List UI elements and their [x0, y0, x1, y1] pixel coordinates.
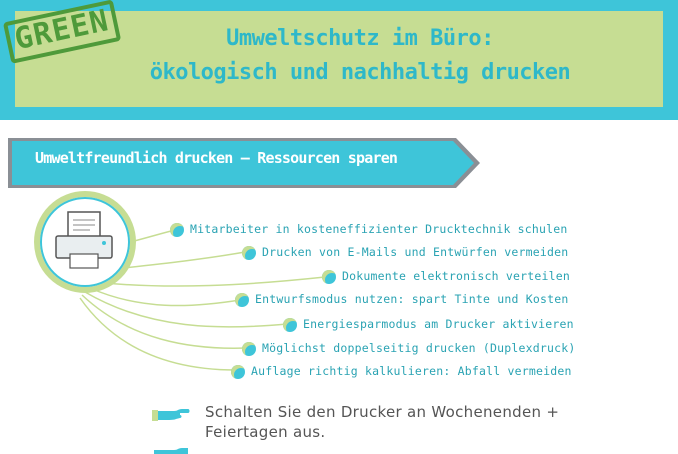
- pointing-hand-icon: [152, 406, 190, 422]
- bullet-dot-icon: [170, 223, 184, 237]
- page-title-line-1: Umweltschutz im Büro:: [226, 26, 494, 51]
- stamp-label: GREEN: [11, 3, 113, 58]
- bullet-dot-icon: [242, 246, 256, 260]
- bullet-dot-icon: [242, 342, 256, 356]
- bullet-dot-icon: [231, 365, 245, 379]
- bullet-dot-icon: [235, 293, 249, 307]
- bullet-dot-icon: [283, 318, 297, 332]
- section-banner-label: Umweltfreundlich drucken – Ressourcen sparen: [35, 149, 398, 167]
- printer-illustration: [0, 190, 678, 390]
- page-title-line-2: ökologisch und nachhaltig drucken: [149, 60, 571, 85]
- tip-text: Schalten Sie den Drucker an Wochenenden + Feiertagen aus.: [205, 403, 560, 441]
- pointing-hand-icon: [152, 446, 190, 454]
- bullet-dot-icon: [322, 270, 336, 284]
